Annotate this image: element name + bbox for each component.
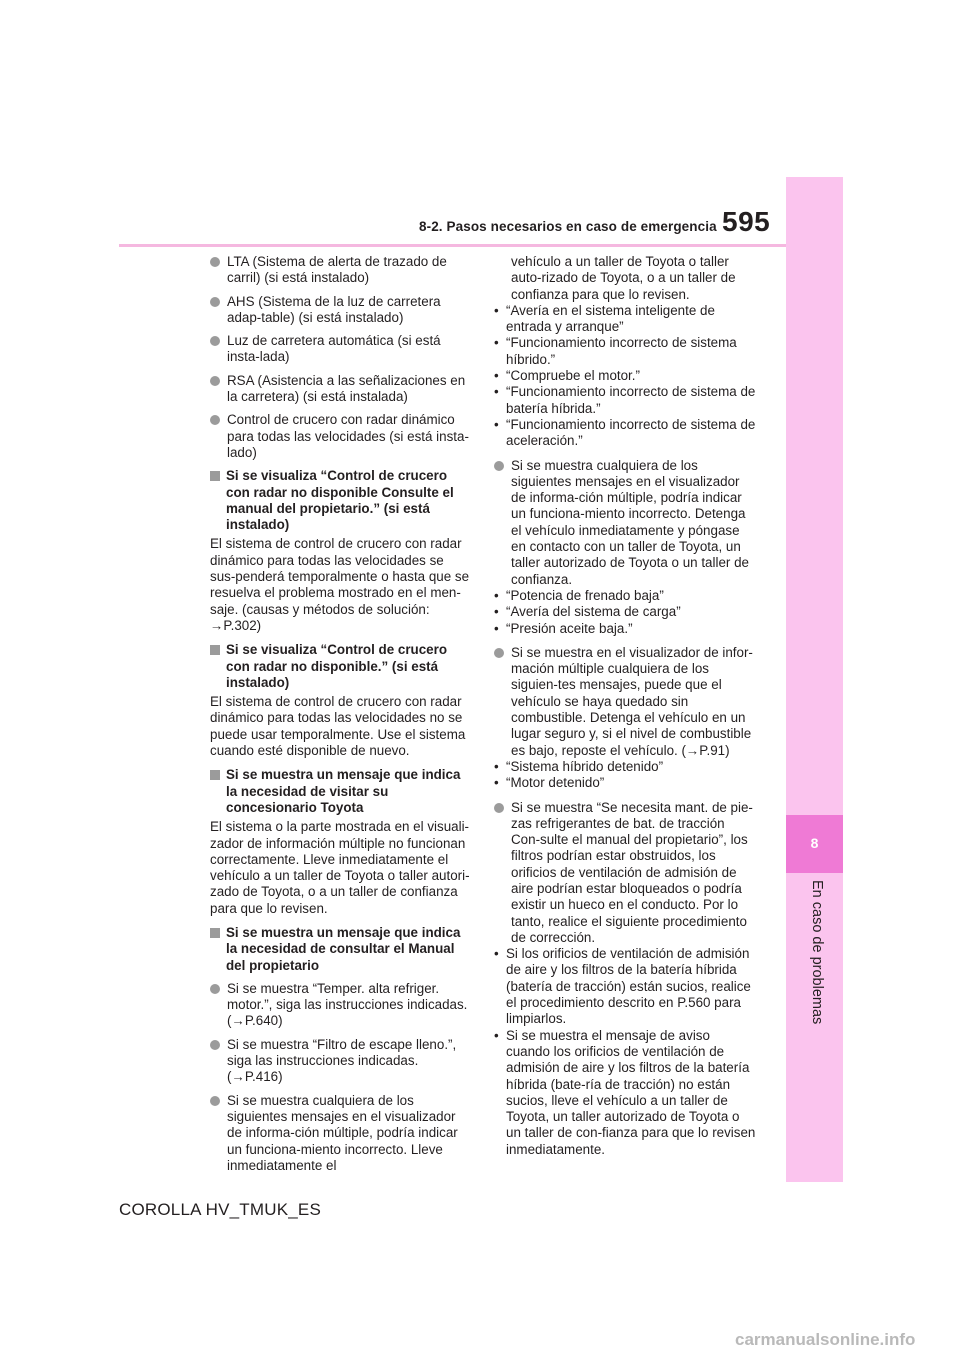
left-column (210, 254, 472, 1181)
page-number: 595 (722, 206, 771, 237)
circle-bullet-icon (210, 257, 220, 267)
list-item: Si se muestra cualquiera de los siguientes mensajes en el visualizador de informa-ción múltiple, podría indicar un funciona-miento incorrecto. Lleve inmediatamente el (210, 1093, 472, 1174)
watermark: carmanualsonline.info (735, 1330, 916, 1349)
list-item: Si se muestra “Se necesita mant. de pie-zas refrigerantes de bat. de tracción Con-sulte el manual del propietario”, los filtros podrían estar obstruidos, los orificios de ventilación de admisión de aire podrían estar bloqueados o podría existir un hueco en el conducto. Por lo tanto, realice el siguiente procedimiento de corrección. (494, 800, 756, 947)
circle-bullet-icon (210, 376, 220, 386)
right-column (494, 254, 756, 1166)
subsection-heading: Si se visualiza “Control de crucero con radar no disponible Consulte el manual del propietario.” (si está instalado) (210, 468, 472, 533)
list-item: • “Avería en el sistema inteligente de entrada y arranque” (494, 303, 756, 336)
list-item: RSA (Asistencia a las señalizaciones en la carretera) (si está instalada) (210, 373, 472, 406)
list-item: Si se muestra “Filtro de escape lleno.”, siga las instrucciones indicadas. (→P.416) (210, 1037, 472, 1086)
paragraph: vehículo a un taller de Toyota o taller auto-rizado de Toyota, o a un taller de confianza para que lo revisen. (511, 254, 736, 302)
list-item: • Si los orificios de ventilación de admisión de aire y los filtros de la batería híbrida (batería de tracción) están sucios, realice el procedimiento descrito en P.560 para limpiarlos. (494, 946, 756, 1027)
circle-bullet-icon (210, 415, 220, 425)
square-bullet-icon (210, 770, 220, 780)
list-item: • “Avería del sistema de carga” (494, 604, 756, 620)
chapter-number: 8 (810, 835, 819, 851)
list-item: • “Potencia de frenado baja” (494, 588, 756, 604)
list-item: Si se muestra en el visualizador de infor-mación múltiple cualquiera de los siguien-tes mensajes, puede que el vehículo se haya quedado sin combustible. Detenga el vehículo en un lugar seguro y, si el nivel de combustible es bajo, reposte el vehículo. (→P.91) (494, 645, 756, 759)
list-item: Si se muestra “Temper. alta refriger. motor.”, siga las instrucciones indicadas. (→P.640) (210, 981, 472, 1030)
list-item: • “Funcionamiento incorrecto de sistema de aceleración.” (494, 417, 756, 450)
paragraph: El sistema de control de crucero con radar dinámico para todas las velocidades se sus-penderá temporalmente o hasta que se resuelva el problema mostrado en el men-saje. (causas y métodos de solución: →P.302) (210, 536, 470, 633)
subsection-heading: Si se muestra un mensaje que indica la necesidad de visitar su concesionario Toyota (210, 767, 472, 816)
paragraph: El sistema de control de crucero con radar dinámico para todas las velocidades no se puede usar temporalmente. Use el sistema cuando esté disponible de nuevo. (210, 694, 466, 759)
list-item: • “Sistema híbrido detenido” (494, 759, 756, 775)
circle-bullet-icon (210, 336, 220, 346)
square-bullet-icon (210, 645, 220, 655)
header-divider (119, 244, 842, 247)
square-bullet-icon (210, 471, 220, 481)
list-item: AHS (Sistema de la luz de carretera adap-table) (si está instalado) (210, 294, 472, 327)
subsection-heading: Si se visualiza “Control de crucero con radar no disponible.” (si está instalado) (210, 642, 472, 691)
list-item: • “Funcionamiento incorrecto de sistema híbrido.” (494, 335, 756, 368)
circle-bullet-icon (210, 1096, 220, 1106)
chapter-title: En caso de problemas (809, 880, 825, 1025)
procedure-list (494, 946, 756, 1158)
paragraph: El sistema o la parte mostrada en el visuali-zador de información múltiple no funcionan correctamente. Lleve inmediatamente el vehículo a un taller de Toyota o taller autori-zado de Toyota, o a un taller de confianza para que lo revisen. (210, 819, 470, 916)
message-list (494, 303, 756, 450)
circle-bullet-icon (210, 1040, 220, 1050)
section-title: 8-2. Pasos necesarios en caso de emergencia (419, 219, 717, 234)
list-item: • “Funcionamiento incorrecto de sistema de batería híbrida.” (494, 384, 756, 417)
list-item: • “Presión aceite baja.” (494, 621, 756, 637)
document-id: COROLLA HV_TMUK_ES (119, 1200, 321, 1219)
circle-bullet-icon (210, 297, 220, 307)
list-item: • “Compruebe el motor.” (494, 368, 756, 384)
list-item: • Si se muestra el mensaje de aviso cuando los orificios de ventilación de admisión de aire y los filtros de la batería híbrida (bate-ría de tracción) no están sucios, lleve el vehículo a un taller de Toyota, un taller autorizado de Toyota o un taller de con-fianza para que lo revisen inmediatamente. (494, 1028, 756, 1158)
list-item: Luz de carretera automática (si está insta-lada) (210, 333, 472, 366)
message-list (494, 759, 756, 792)
square-bullet-icon (210, 928, 220, 938)
circle-bullet-icon (494, 461, 504, 471)
circle-bullet-icon (210, 984, 220, 994)
circle-bullet-icon (494, 803, 504, 813)
list-item: Control de crucero con radar dinámico para todas las velocidades (si está insta-lado) (210, 412, 472, 461)
subsection-heading: Si se muestra un mensaje que indica la necesidad de consultar el Manual del propietario (210, 925, 472, 974)
circle-bullet-icon (494, 648, 504, 658)
list-item: • “Motor detenido” (494, 775, 756, 791)
list-item: Si se muestra cualquiera de los siguientes mensajes en el visualizador de informa-ción múltiple, podría indicar un funciona-miento incorrecto. Detenga el vehículo inmediatamente y póngase en contacto con un taller de Toyota, un taller autorizado de Toyota o un taller de confianza. (494, 458, 756, 588)
message-list (494, 588, 756, 637)
list-item: LTA (Sistema de alerta de trazado de carril) (si está instalado) (210, 254, 472, 287)
